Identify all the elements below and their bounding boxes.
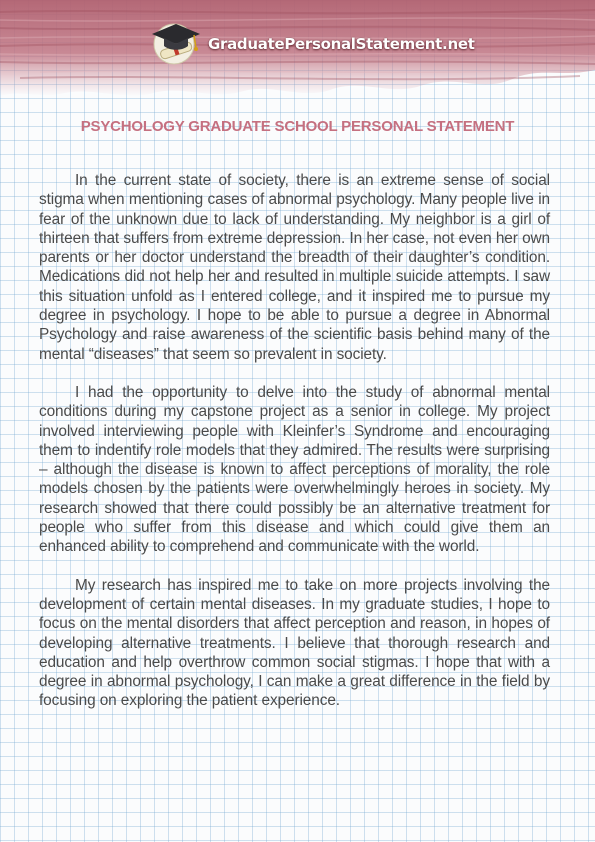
paragraph-1: In the current state of society, there is an extreme sense of social stigma when mentioning cases of abnormal psychology. Many people live in fear of the unknown due to lack of understanding. My neighbor is a girl of thirteen that suffers from extreme depression. In her case, not even her own parents or her doctor understand the breadth of their daughter’s condition. Medications did not help her and resulted in multiple suicide attempts. I saw this situation unfold as I entered college, and it inspired me to pursue my degree in psychology. I hope to be able to pursue a degree in Abnormal Psychology and raise awareness of the scientific basis behind many of the mental “diseases” that seem so prevalent in society. <box>39 172 550 363</box>
header-banner <box>0 0 595 100</box>
site-brand[interactable] <box>148 18 475 66</box>
paragraph-3: My research has inspired me to take on more projects involving the development of certain mental diseases. In my graduate studies, I hope to focus on the mental disorders that affect perception and reason, in hopes of developing alternative treatments. I believe that thorough research and education and help overthrow common social stigmas. I hope that with a degree in abnormal psychology, I can make a great difference in the field by focusing on exploring the patient experience. <box>39 576 550 710</box>
page-title: PSYCHOLOGY GRADUATE SCHOOL PERSONAL STATEMENT <box>80 118 515 135</box>
site-name: GraduatePersonalStatement.net <box>208 35 475 53</box>
statement-body <box>39 171 550 730</box>
graduation-cap-icon <box>148 18 204 66</box>
paragraph-2: I had the opportunity to delve into the study of abnormal mental conditions during my capstone project as a senior in college. My project involved interviewing people with Kleinfer’s Syndrome and encouraging them to indentify role models that they admired. The results were surprising – although the disease is known to affect perceptions of morality, the role models chosen by the patients were overwhelmingly heroes in society. My research showed that there could possibly be an alternative treatment for people who suffer from this disease and which could give them an enhanced ability to comprehend and communicate with the world. <box>39 383 550 556</box>
